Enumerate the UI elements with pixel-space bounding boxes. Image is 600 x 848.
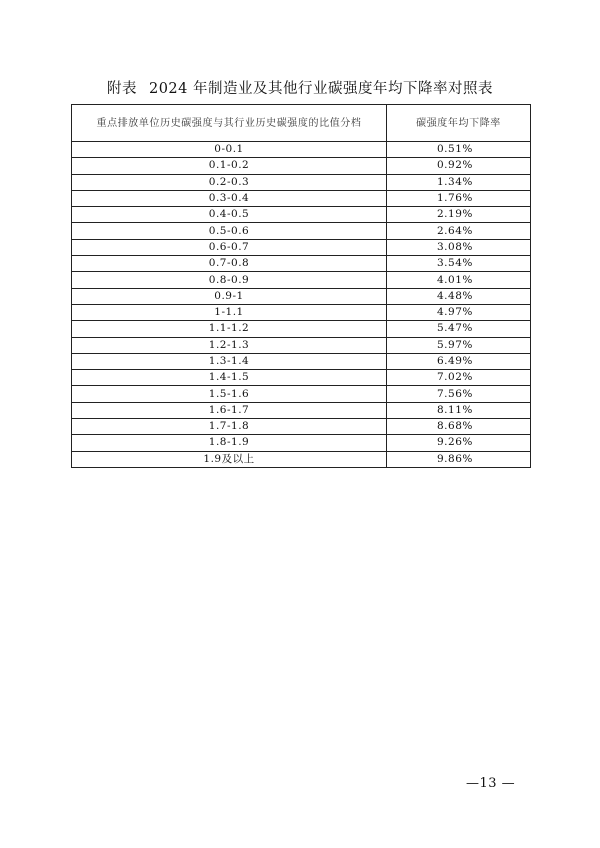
ratio-bracket-cell: 1.9及以上 (72, 451, 387, 467)
reduction-rate-cell: 0.92% (387, 158, 531, 174)
ratio-bracket-cell: 1.5-1.6 (72, 386, 387, 402)
ratio-bracket-cell: 0.4-0.5 (72, 207, 387, 223)
ratio-bracket-cell: 0.7-0.8 (72, 256, 387, 272)
table-header-row (72, 105, 531, 142)
reduction-rate-cell: 3.08% (387, 239, 531, 255)
table-row (72, 272, 531, 288)
reduction-rate-cell: 1.34% (387, 174, 531, 190)
ratio-bracket-cell: 0.5-0.6 (72, 223, 387, 239)
ratio-bracket-cell: 1.4-1.5 (72, 370, 387, 386)
reduction-rate-cell: 2.64% (387, 223, 531, 239)
table-row (72, 419, 531, 435)
reduction-rate-cell: 3.54% (387, 256, 531, 272)
reduction-rate-cell: 7.56% (387, 386, 531, 402)
table-row (72, 207, 531, 223)
ratio-bracket-cell: 1.3-1.4 (72, 353, 387, 369)
table-row (72, 288, 531, 304)
table-row (72, 190, 531, 206)
table-row (72, 174, 531, 190)
document-title (0, 80, 600, 98)
table-row (72, 370, 531, 386)
reduction-rate-cell: 0.51% (387, 142, 531, 158)
page-number: —13 — (466, 776, 516, 791)
ratio-bracket-cell: 1.7-1.8 (72, 419, 387, 435)
reduction-rate-table (71, 104, 531, 468)
table-row (72, 386, 531, 402)
reduction-rate-cell: 8.68% (387, 419, 531, 435)
ratio-bracket-cell: 0.2-0.3 (72, 174, 387, 190)
reduction-rate-cell: 4.48% (387, 288, 531, 304)
ratio-bracket-cell: 0.9-1 (72, 288, 387, 304)
table-body (72, 142, 531, 468)
table-row (72, 158, 531, 174)
table-row (72, 256, 531, 272)
ratio-bracket-cell: 0.6-0.7 (72, 239, 387, 255)
table-row (72, 304, 531, 320)
table-row (72, 435, 531, 451)
ratio-bracket-cell: 1.2-1.3 (72, 337, 387, 353)
reduction-rate-cell: 8.11% (387, 402, 531, 418)
table-row (72, 239, 531, 255)
title-main: 2024 年制造业及其他行业碳强度年均下降率对照表 (148, 81, 493, 97)
title-prefix: 附表 (106, 81, 137, 97)
table-row (72, 223, 531, 239)
table-row (72, 321, 531, 337)
ratio-bracket-cell: 0.3-0.4 (72, 190, 387, 206)
table-row (72, 402, 531, 418)
reduction-rate-cell: 4.01% (387, 272, 531, 288)
table-row (72, 451, 531, 467)
ratio-bracket-cell: 1.6-1.7 (72, 402, 387, 418)
reduction-rate-cell: 5.47% (387, 321, 531, 337)
reduction-rate-cell: 4.97% (387, 304, 531, 320)
table-row (72, 353, 531, 369)
ratio-bracket-cell: 0-0.1 (72, 142, 387, 158)
reduction-rate-cell: 1.76% (387, 190, 531, 206)
ratio-bracket-cell: 1.8-1.9 (72, 435, 387, 451)
reduction-rate-cell: 5.97% (387, 337, 531, 353)
header-reduction-rate: 碳强度年均下降率 (387, 105, 531, 142)
ratio-bracket-cell: 1-1.1 (72, 304, 387, 320)
reduction-rate-cell: 9.86% (387, 451, 531, 467)
reduction-rate-cell: 2.19% (387, 207, 531, 223)
reduction-rate-cell: 7.02% (387, 370, 531, 386)
ratio-bracket-cell: 0.1-0.2 (72, 158, 387, 174)
ratio-bracket-cell: 0.8-0.9 (72, 272, 387, 288)
table-row (72, 337, 531, 353)
reduction-rate-cell: 9.26% (387, 435, 531, 451)
table-row (72, 142, 531, 158)
reduction-rate-cell: 6.49% (387, 353, 531, 369)
ratio-bracket-cell: 1.1-1.2 (72, 321, 387, 337)
header-ratio-bracket: 重点排放单位历史碳强度与其行业历史碳强度的比值分档 (72, 105, 387, 142)
